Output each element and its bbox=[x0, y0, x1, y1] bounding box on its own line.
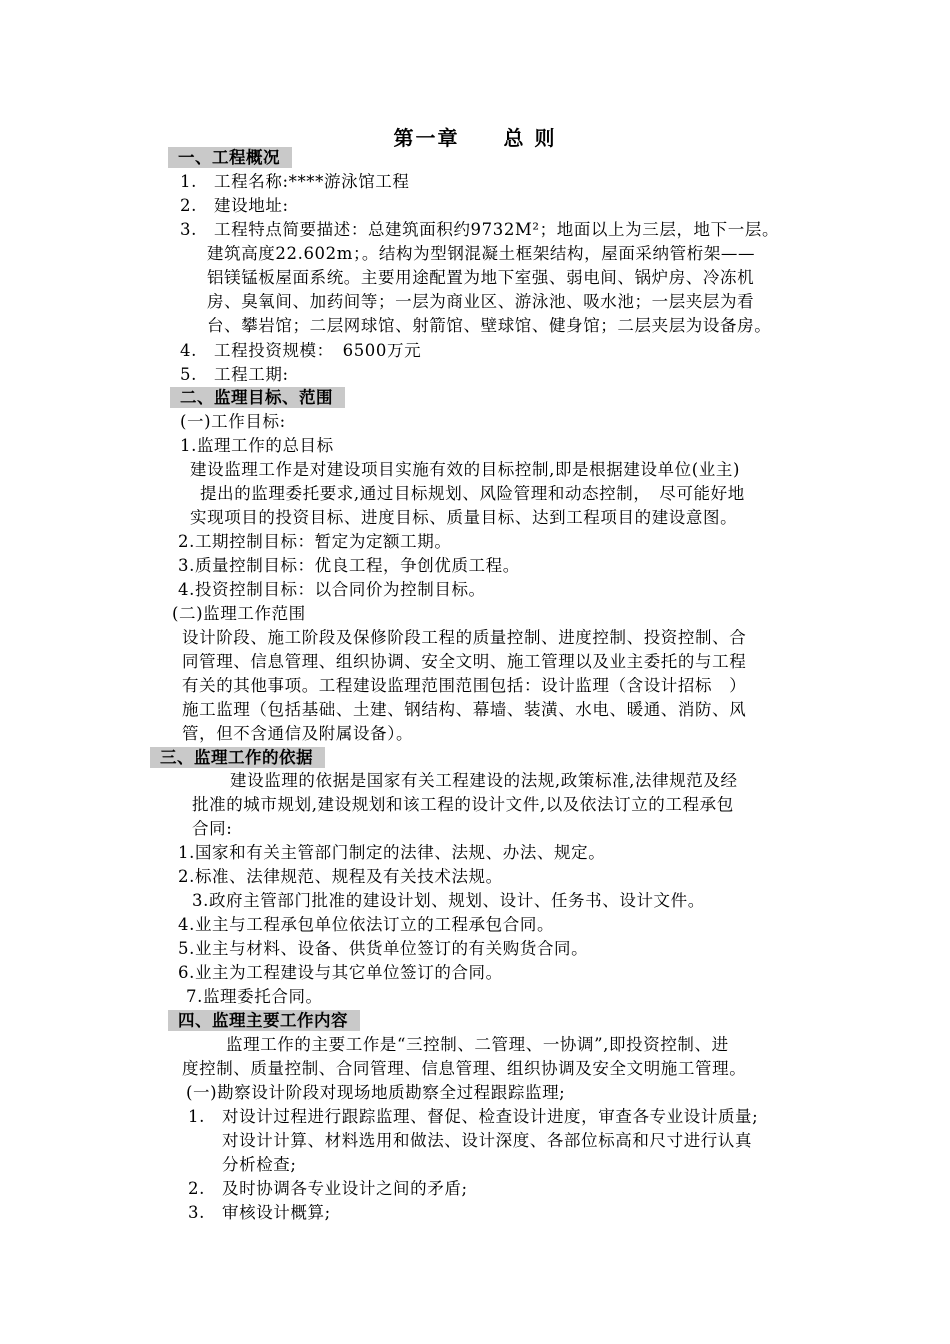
text-line: 施工监理（包括基础、土建、钢结构、幕墙、装潢、水电、暖通、消防、风 bbox=[182, 700, 747, 719]
text-line: 建设监理的依据是国家有关工程建设的法规,政策标准,法律规范及经 bbox=[230, 771, 738, 790]
text-line: (一)工作目标: bbox=[180, 412, 286, 431]
text-line: 管，但不含通信及附属设备）。 bbox=[182, 724, 414, 743]
text-line: 2.工期控制目标：暂定为定额工期。 bbox=[178, 532, 452, 551]
text-line: 1. 工程名称:****游泳馆工程 bbox=[180, 172, 410, 191]
text-line: 4.业主与工程承包单位依法订立的工程承包合同。 bbox=[178, 915, 555, 934]
section-heading-main-work: 四、监理主要工作内容 bbox=[168, 1010, 360, 1031]
text-line: 7.监理委托合同。 bbox=[186, 987, 323, 1006]
text-line: 3. 工程特点简要描述：总建筑面积约9732M²；地面以上为三层，地下一层。 bbox=[180, 220, 780, 239]
text-line: 批准的城市规划,建设规划和该工程的设计文件,以及依法订立的工程承包 bbox=[192, 795, 734, 814]
text-line: 3.政府主管部门批准的建设计划、规划、设计、任务书、设计文件。 bbox=[192, 891, 705, 910]
chapter-title: 第一章 总 则 bbox=[393, 126, 557, 150]
text-line: 5.业主与材料、设备、供货单位签订的有关购货合同。 bbox=[178, 939, 589, 958]
text-line: 实现项目的投资目标、进度目标、质量目标、达到工程项目的建设意图。 bbox=[190, 508, 738, 527]
text-line: 2. 建设地址: bbox=[180, 196, 289, 215]
text-line: (一)勘察设计阶段对现场地质勘察全过程跟踪监理; bbox=[186, 1083, 566, 1102]
text-line: 监理工作的主要工作是“三控制、二管理、一协调”,即投资控制、进 bbox=[226, 1035, 729, 1054]
text-line: 3. 审核设计概算; bbox=[188, 1203, 331, 1222]
text-line: 2. 及时协调各专业设计之间的矛盾; bbox=[188, 1179, 468, 1198]
section-heading-basis: 三、监理工作的依据 bbox=[150, 747, 325, 768]
text-line: 1. 对设计过程进行跟踪监理、督促、检查设计进度，审查各专业设计质量; bbox=[188, 1107, 759, 1126]
text-line: 对设计计算、材料选用和做法、设计深度、各部位标高和尺寸进行认真 bbox=[222, 1131, 753, 1150]
text-line: 设计阶段、施工阶段及保修阶段工程的质量控制、进度控制、投资控制、合 bbox=[182, 628, 747, 647]
text-line: 合同: bbox=[192, 819, 233, 838]
text-line: 建设监理工作是对建设项目实施有效的目标控制,即是根据建设单位(业主) bbox=[190, 460, 741, 479]
text-line: 房、臭氧间、加药间等；一层为商业区、游泳池、吸水池；一层夹层为看 bbox=[207, 292, 755, 311]
text-line: 5. 工程工期: bbox=[180, 365, 289, 384]
text-line: 3.质量控制目标：优良工程，争创优质工程。 bbox=[178, 556, 520, 575]
text-line: 铝镁锰板屋面系统。主要用途配置为地下室强、弱电间、锅炉房、冷冻机 bbox=[207, 268, 755, 287]
text-line: 1.监理工作的总目标 bbox=[180, 436, 334, 455]
text-line: 分析检查; bbox=[222, 1155, 297, 1174]
text-line: 建筑高度22.602m；。结构为型钢混凝土框架结构，屋面采纳管桁架—— bbox=[207, 244, 756, 263]
text-line: 6.业主为工程建设与其它单位签订的合同。 bbox=[178, 963, 503, 982]
text-line: 台、攀岩馆；二层网球馆、射箭馆、壁球馆、健身馆；二层夹层为设备房。 bbox=[207, 316, 772, 335]
text-line: 4.投资控制目标：以合同价为控制目标。 bbox=[178, 580, 486, 599]
section-heading-overview: 一、工程概况 bbox=[168, 147, 292, 168]
text-line: 有关的其他事项。工程建设监理范围范围包括：设计监理（含设计招标 ） bbox=[182, 676, 747, 695]
text-line: 1.国家和有关主管部门制定的法律、法规、办法、规定。 bbox=[178, 843, 606, 862]
text-line: 2.标准、法律规范、规程及有关技术法规。 bbox=[178, 867, 503, 886]
section-heading-goals: 二、监理目标、范围 bbox=[170, 387, 345, 408]
text-line: (二)监理工作范围 bbox=[172, 604, 306, 623]
text-line: 度控制、质量控制、合同管理、信息管理、组织协调及安全文明施工管理。 bbox=[182, 1059, 747, 1078]
text-line: 4. 工程投资规模： 6500万元 bbox=[180, 341, 422, 360]
text-line: 同管理、信息管理、组织协调、安全文明、施工管理以及业主委托的与工程 bbox=[182, 652, 747, 671]
text-line: 提出的监理委托要求,通过目标规划、风险管理和动态控制， 尽可能好地 bbox=[200, 484, 745, 503]
